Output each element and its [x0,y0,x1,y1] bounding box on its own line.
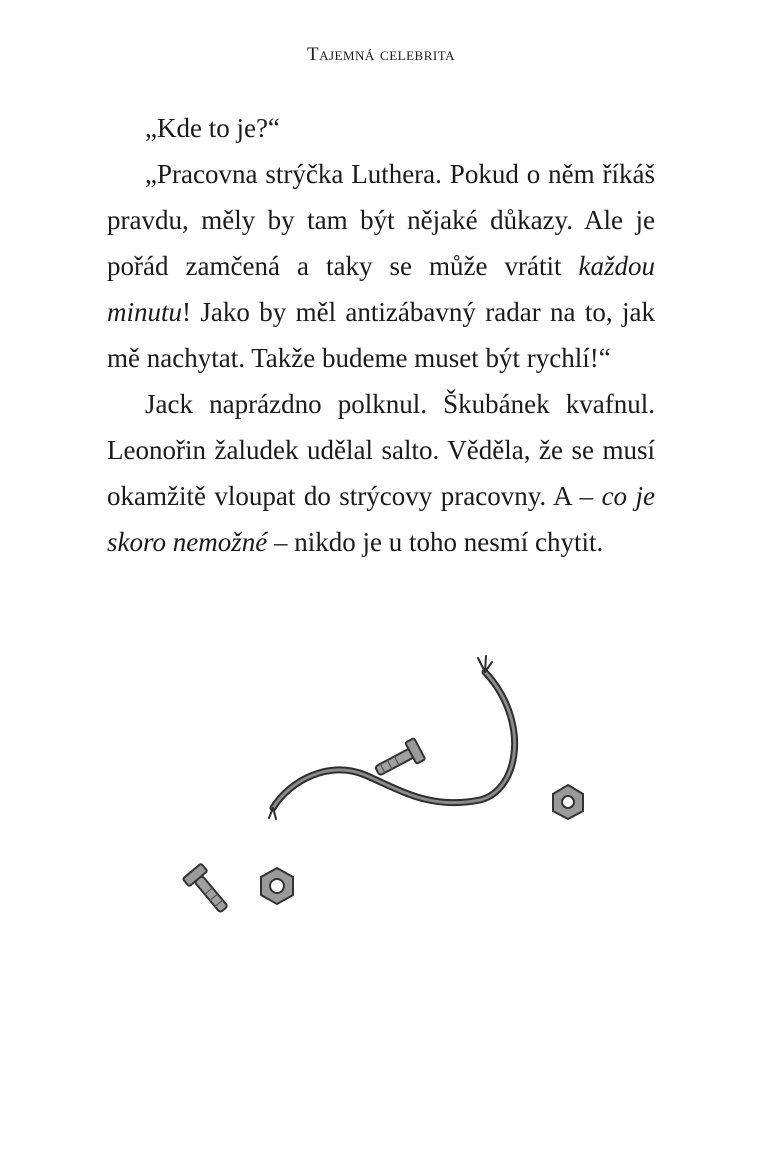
paragraph-3-emphasis: co je skoro nemožné [107,481,655,557]
paragraph-2-emphasis: každou minutu [107,251,655,327]
bolt-icon [183,863,234,917]
paragraph-2-text-a: „Pracovna strýčka Luthera. Pokud o něm říkáš pravdu, měly by tam být nějaké důkazy. Ale je pořád zamčená a taky se může vrátit [107,159,655,281]
body-text [107,105,655,565]
wire-icon [269,656,515,819]
paragraph-3-text-a: Jack naprázdno polknul. Škubánek kvafnul. Leonořin žaludek udělal salto. Věděla, že se musí okamžitě vloupat do strýcovy pracovny. A – [107,389,655,511]
paragraph-2 [107,151,655,381]
paragraph-3-text-b: – nikdo je u toho nesmí chytit. [267,527,604,557]
bolt-icon [372,738,426,782]
paragraph-3 [107,381,655,565]
paragraph-1 [107,105,655,151]
nut-icon [261,868,293,904]
nut-icon [553,785,583,819]
running-head: Tajemná celebrita [306,44,456,65]
hardware-illustration [150,640,620,940]
paragraph-1-text: „Kde to je?“ [145,113,280,143]
paragraph-2-text-b: ! Jako by měl antizábavný radar na to, jak mě nachytat. Takže budeme muset být rychlí!“ [107,297,655,373]
